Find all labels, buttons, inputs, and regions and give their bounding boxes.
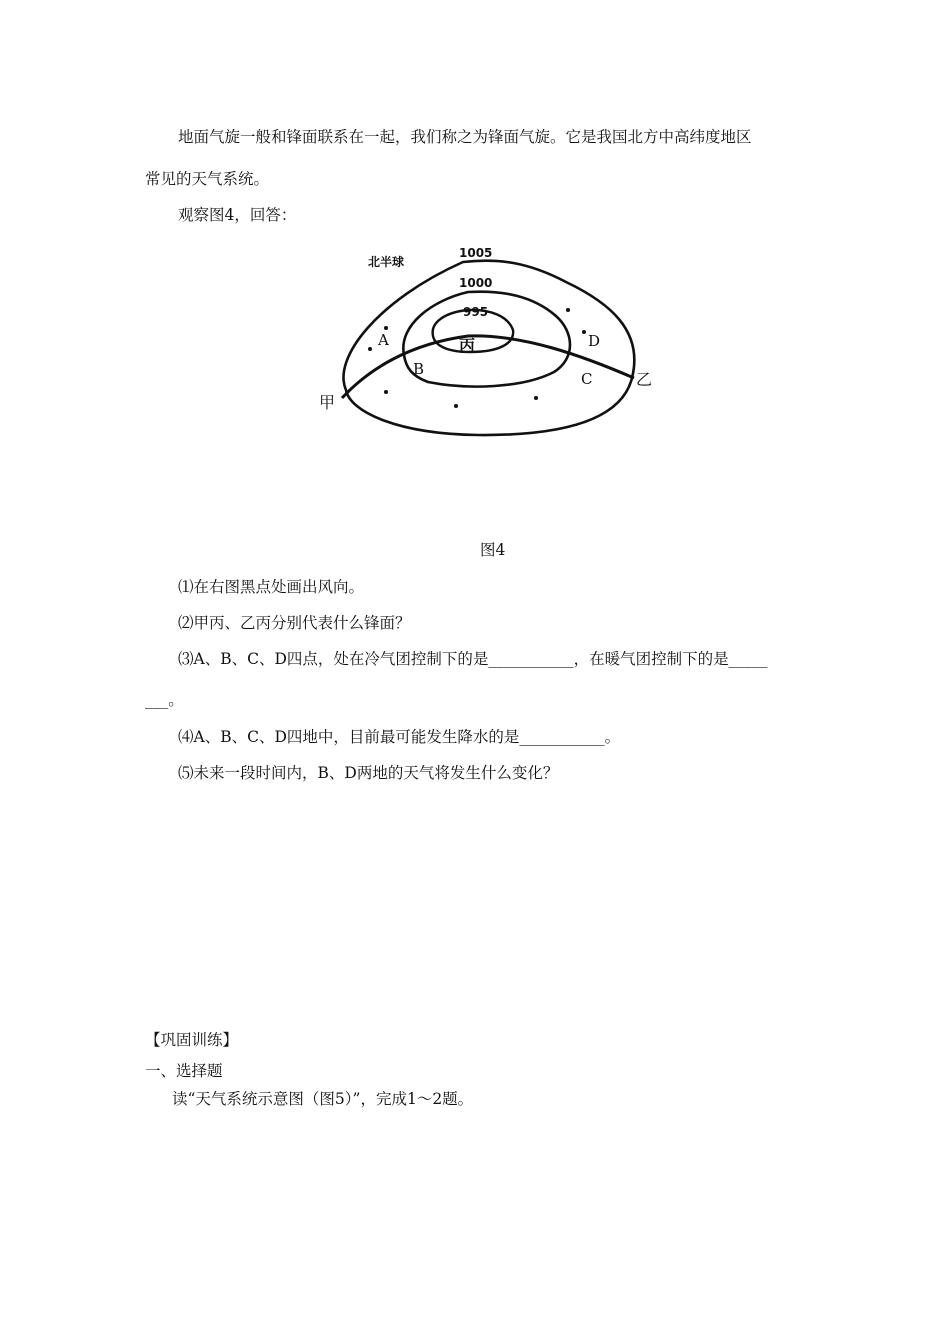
point-label-d: D [588, 332, 601, 350]
wind-dot [582, 330, 586, 334]
wind-dot [566, 308, 570, 312]
isobar-label-995: 995 [463, 305, 489, 319]
question-1: ⑴在右图黑点处画出风向。 [178, 578, 365, 596]
point-label-a: A [378, 331, 389, 349]
section-title: 一、选择题 [145, 1062, 223, 1080]
cyclone-svg [318, 240, 658, 445]
point-label-b: B [413, 360, 425, 378]
practice-instruction: 读“天气系统示意图（图5）”，完成1～2题。 [172, 1090, 474, 1108]
isobar-label-1005: 1005 [459, 246, 493, 260]
wind-dot [384, 326, 388, 330]
question-3-line-2: ___。 [145, 691, 184, 709]
front-end-yi: 乙 [636, 370, 653, 389]
figure-4-cyclone-diagram [318, 240, 658, 445]
wind-dot [384, 390, 388, 394]
question-2: ⑵甲丙、乙丙分别代表什么锋面？ [178, 614, 411, 632]
figure-caption: 图4 [480, 541, 506, 559]
question-5: ⑸未来一段时间内，B、D两地的天气将发生什么变化？ [178, 764, 559, 782]
wind-dot [368, 347, 372, 351]
wind-dot [534, 396, 538, 400]
practice-heading: 【巩固训练】 [145, 1031, 239, 1049]
center-label-bing: 丙 [459, 336, 476, 355]
question-3-line-1: ⑶A、B、C、D四点，处在冷气团控制下的是___________，在暖气团控制下的是_____ [178, 650, 768, 668]
isobar-label-1000: 1000 [459, 276, 493, 290]
point-label-c: C [581, 370, 593, 388]
question-4: ⑷A、B、C、D四地中，目前最可能发生降水的是___________。 [178, 728, 621, 746]
front-end-jia: 甲 [319, 393, 336, 412]
wind-dot [454, 404, 458, 408]
intro-observe: 观察图4，回答： [178, 206, 297, 224]
intro-line-1: 地面气旋一般和锋面联系在一起，我们称之为锋面气旋。它是我国北方中高纬度地区 [178, 128, 752, 146]
intro-line-2: 常见的天气系统。 [145, 170, 270, 188]
hemisphere-label: 北半球 [368, 255, 405, 269]
